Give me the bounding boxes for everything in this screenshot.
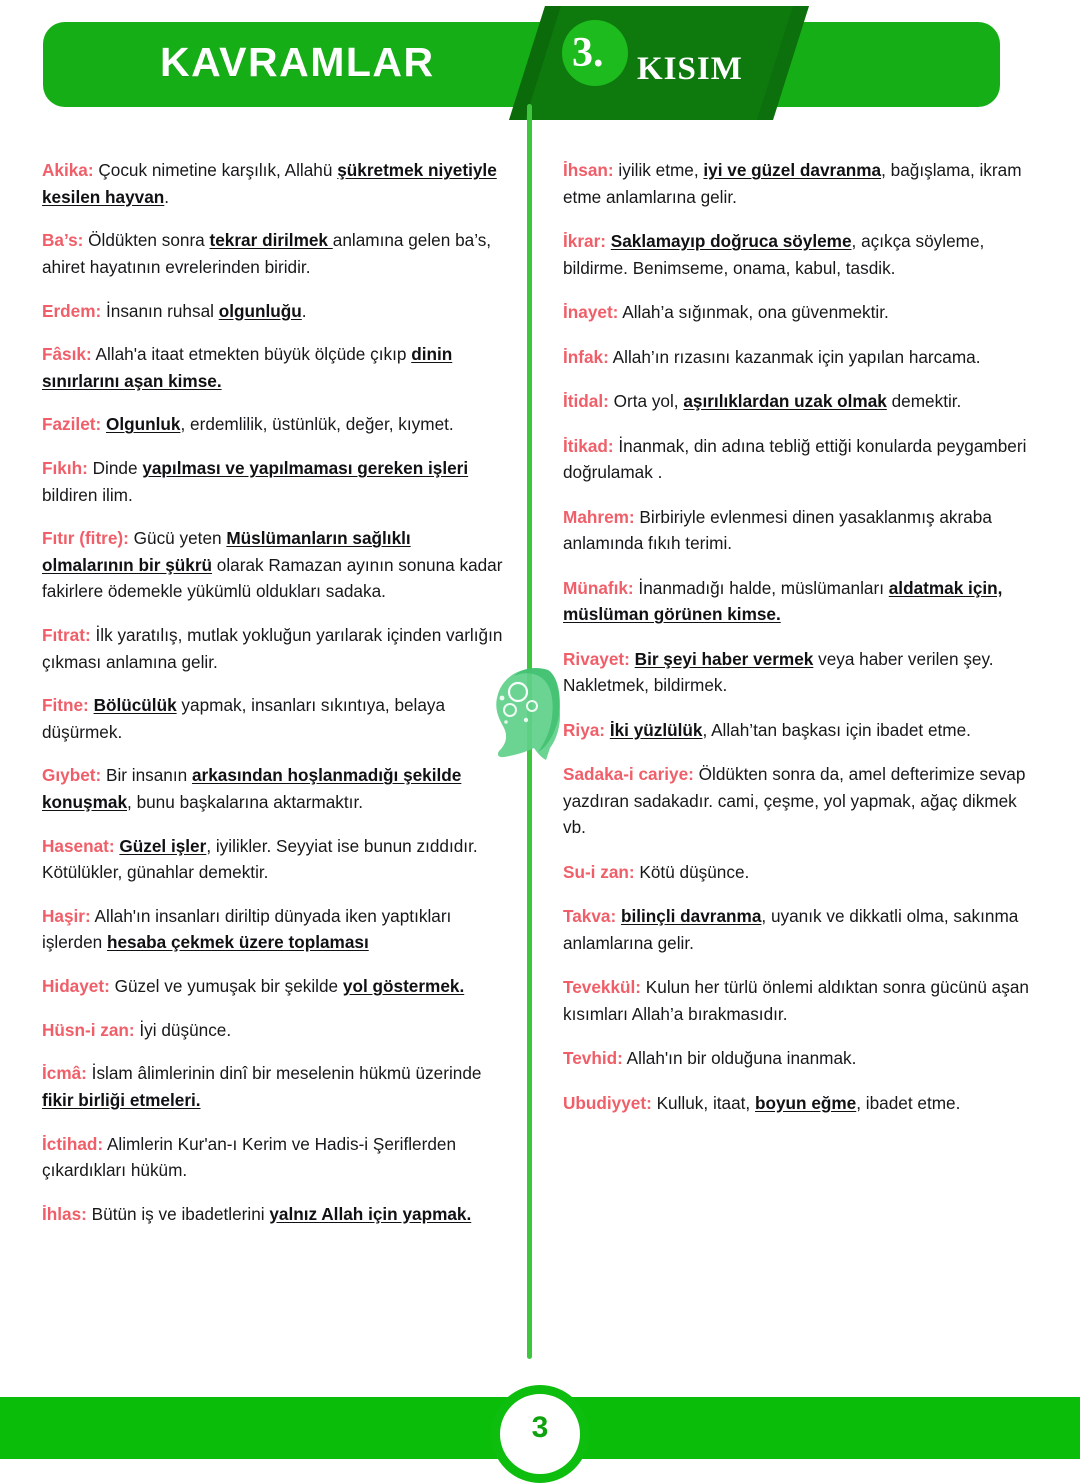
glossary-term: Haşir: <box>42 905 91 926</box>
glossary-entry <box>563 504 1033 557</box>
glossary-text: Allah'ın insanları diriltip dünyada iken yaptıkları işlerden <box>42 905 452 953</box>
glossary-term: Gıybet: <box>42 765 102 786</box>
glossary-entry <box>42 298 507 325</box>
glossary-highlight: şükretmek niyetiyle kesilen hayvan <box>42 160 497 207</box>
glossary-text: İlk yaratılış, mutlak yokluğun yarılarak içinden varlığın çıkması anlamına gelir. <box>42 625 503 672</box>
head-brain-glyph <box>486 662 574 767</box>
glossary-text: , uyanık ve dikkatli olma, sakınma anlamlarına gelir. <box>563 906 1019 953</box>
glossary-entry <box>42 762 507 815</box>
glossary-term: Ba’s: <box>42 230 84 251</box>
glossary-text: Bütün iş ve ibadetlerini <box>86 1203 270 1224</box>
glossary-term: İhsan: <box>563 160 614 181</box>
glossary-entry <box>563 299 1033 326</box>
glossary-highlight: dinin sınırlarını aşan kimse. <box>42 344 453 391</box>
glossary-term: İhlas: <box>42 1203 87 1224</box>
glossary-term: İnfak: <box>563 346 609 367</box>
glossary-entry <box>563 157 1033 210</box>
glossary-term: Ubudiyyet: <box>563 1092 652 1113</box>
glossary-term: Erdem: <box>42 300 102 321</box>
glossary-text: yapmak, insanları sıkıntıya, belaya düşürmek. <box>42 695 446 742</box>
glossary-term: Su-i zan: <box>563 861 635 882</box>
glossary-text: Güzel ve yumuşak bir şekilde <box>109 975 343 996</box>
glossary-highlight: arkasından hoşlanmadığı şekilde konuşmak <box>42 765 462 812</box>
glossary-entry <box>42 1060 507 1113</box>
glossary-term: İnayet: <box>563 302 619 323</box>
glossary-text: Allah'a itaat etmekten büyük ölçüde çıkıp <box>91 344 412 365</box>
glossary-highlight: iyi ve güzel davranma <box>703 160 882 181</box>
glossary-text: . <box>164 186 170 207</box>
glossary-text: Birbiriyle evlenmesi dinen yasaklanmış akraba anlamında fıkıh terimi. <box>563 506 992 554</box>
glossary-entry <box>42 1131 507 1184</box>
glossary-entry <box>42 157 507 210</box>
glossary-term: Riya: <box>563 719 606 740</box>
glossary-entry <box>563 1045 1033 1072</box>
glossary-entry <box>42 1017 507 1044</box>
glossary-entry <box>563 761 1033 841</box>
glossary-highlight: bilinçli davranma <box>620 906 762 927</box>
glossary-text: Öldükten sonra da, amel defterimize sevap yazdıran sadakadır. cami, çeşme, yol yapmak, ağaç dikmek vb. <box>563 764 1026 838</box>
glossary-term: Fâsık: <box>42 344 92 365</box>
glossary-highlight: aşırılıklardan uzak olmak <box>683 391 887 412</box>
glossary-highlight: Müslümanların sağlıklı olmalarının bir şükrü <box>42 528 411 575</box>
glossary-entry <box>42 411 507 438</box>
glossary-entry <box>42 903 507 956</box>
glossary-term: Hidayet: <box>42 975 110 996</box>
glossary-text: veya haber verilen şey. Nakletmek, bildirmek. <box>563 648 994 696</box>
glossary-term: Rivayet: <box>563 648 630 669</box>
glossary-highlight: Bölücülük <box>93 695 177 716</box>
glossary-highlight: yol göstermek. <box>342 975 465 996</box>
glossary-term: Sadaka-i cariye: <box>563 764 694 785</box>
glossary-entry <box>563 575 1033 628</box>
glossary-entry <box>563 433 1033 486</box>
glossary-text: İnanmadığı halde, müslümanları <box>633 577 889 598</box>
glossary-term: Takva: <box>563 906 617 927</box>
glossary-text: Kulluk, itaat, <box>651 1092 755 1113</box>
glossary-term: Mahrem: <box>563 506 635 527</box>
glossary-highlight: Olgunluk <box>106 414 181 435</box>
glossary-highlight: aldatmak için, müslüman görünen kimse. <box>563 577 1003 625</box>
glossary-text: . <box>301 300 307 321</box>
glossary-term: Fıtır (fitre): <box>42 528 129 549</box>
glossary-text: anlamına gelen ba’s, ahiret hayatının evrelerinden biridir. <box>42 230 492 277</box>
glossary-entry <box>42 341 507 394</box>
glossary-entry <box>563 1090 1033 1117</box>
glossary-text: Alimlerin Kur'an-ı Kerim ve Hadis-i Şeriflerden çıkardıkları hüküm. <box>42 1133 457 1180</box>
page-footer <box>0 1389 1080 1459</box>
glossary-text: , iyilikler. Seyyiat ise bunun zıddıdır. Kötülükler, günahlar demektir. <box>42 835 478 883</box>
page-header <box>0 0 1080 120</box>
glossary-text: İyi düşünce. <box>134 1019 232 1040</box>
glossary-text: olarak Ramazan ayının sonuna kadar fakirlere ödemekle yükümlü oldukları sadaka. <box>42 554 503 602</box>
glossary-term: İctihad: <box>42 1133 104 1154</box>
section-ribbon <box>509 6 809 120</box>
glossary-text: , erdemlilik, üstünlük, değer, kıymet. <box>180 414 454 435</box>
glossary-entry <box>563 859 1033 886</box>
glossary-highlight: olgunluğu <box>218 300 302 321</box>
glossary-highlight: fikir birliği etmeleri. <box>42 1089 201 1110</box>
glossary-entry <box>563 228 1033 281</box>
glossary-entry <box>42 227 507 280</box>
section-number: 3. <box>572 30 604 76</box>
head-brain-icon <box>486 662 574 767</box>
glossary-entry <box>42 833 507 886</box>
glossary-text: Orta yol, <box>608 391 684 412</box>
page-number: 3 <box>531 1411 549 1444</box>
glossary-entry <box>42 455 507 508</box>
glossary-term: Akika: <box>42 160 94 181</box>
glossary-highlight: hesaba çekmek üzere toplaması <box>106 932 369 953</box>
glossary-term: İtidal: <box>563 391 609 412</box>
page-title: KAVRAMLAR <box>160 39 435 85</box>
glossary-entry <box>42 525 507 605</box>
glossary-text: Gücü yeten <box>128 528 227 549</box>
glossary-term: Tevhid: <box>563 1048 623 1069</box>
glossary-text: Bir insanın <box>101 765 192 786</box>
glossary-term: Tevekkül: <box>563 977 642 998</box>
glossary-term: Hasenat: <box>42 835 115 856</box>
glossary-text: Kulun her türlü önlemi aldıktan sonra gücünü aşan kısımları Allah’a bırakmasıdır. <box>563 977 1029 1024</box>
glossary-term: Fıtrat: <box>42 625 91 645</box>
glossary-entry <box>42 1201 507 1228</box>
glossary-highlight: yalnız Allah için yapmak. <box>269 1203 472 1224</box>
glossary-entry <box>563 717 1033 744</box>
glossary-text: Allah’ın rızasını kazanmak için yapılan harcama. <box>608 346 981 367</box>
glossary-text: Allah'ın bir olduğuna inanmak. <box>622 1048 857 1069</box>
glossary-highlight: İki yüzlülük <box>609 719 703 740</box>
glossary-highlight: tekrar dirilmek <box>209 230 333 251</box>
glossary-entry <box>563 388 1033 415</box>
glossary-entry <box>563 646 1033 699</box>
glossary-text: bildiren ilim. <box>42 484 133 505</box>
glossary-entry <box>42 622 507 675</box>
glossary-term: Fitne: <box>42 695 89 716</box>
glossary-text: , açıkça söyleme, bildirme. Benimseme, onama, kabul, tasdik. <box>563 231 985 278</box>
glossary-highlight: boyun eğme <box>755 1092 857 1113</box>
glossary-term: İtikad: <box>563 435 614 456</box>
glossary-text: Allah’a sığınmak, ona güvenmektir. <box>618 302 889 323</box>
glossary-term: İcmâ: <box>42 1063 87 1084</box>
glossary-text: Kötü düşünce. <box>634 861 750 882</box>
glossary-highlight: Bir şeyi haber vermek <box>634 648 814 669</box>
glossary-highlight: Saklamayıp doğruca söyleme <box>610 231 852 252</box>
glossary-term: Hüsn-i zan: <box>42 1019 135 1040</box>
section-label: KISIM <box>637 51 743 87</box>
glossary-column-left <box>42 140 507 1243</box>
glossary-highlight: Güzel işler <box>119 835 207 856</box>
glossary-text: , bağışlama, ikram etme anlamlarına gelir. <box>563 160 1022 207</box>
glossary-term: Fazilet: <box>42 414 102 435</box>
glossary-text: , Allah’tan başkası için ibadet etme. <box>702 719 971 740</box>
glossary-term: Fıkıh: <box>42 458 88 479</box>
glossary-entry <box>563 974 1033 1027</box>
glossary-text: İslam âlimlerinin dinî bir meselenin hükmü üzerinde <box>86 1063 482 1084</box>
glossary-text: Çocuk nimetine karşılık, Allahü <box>93 160 338 181</box>
glossary-column-right <box>563 140 1033 1134</box>
glossary-text: iyilik etme, <box>613 160 704 181</box>
glossary-text: , bunu başkalarına aktarmaktır. <box>127 791 363 812</box>
glossary-text: demektir. <box>886 391 962 412</box>
glossary-text: Dinde <box>87 458 143 479</box>
glossary-text: İnsanın ruhsal <box>101 300 219 321</box>
glossary-text: İnanmak, din adına tebliğ ettiği konularda peygamberi doğrulamak . <box>563 435 1027 483</box>
glossary-entry <box>563 903 1033 956</box>
glossary-text: , ibadet etme. <box>856 1092 961 1113</box>
glossary-highlight: yapılması ve yapılmaması gereken işleri <box>142 458 469 479</box>
glossary-term: İkrar: <box>563 231 606 252</box>
glossary-entry <box>42 973 507 1000</box>
glossary-entry <box>563 344 1033 371</box>
glossary-term: Münafık: <box>563 577 634 598</box>
glossary-text: Öldükten sonra <box>83 230 210 251</box>
glossary-entry <box>42 692 507 745</box>
